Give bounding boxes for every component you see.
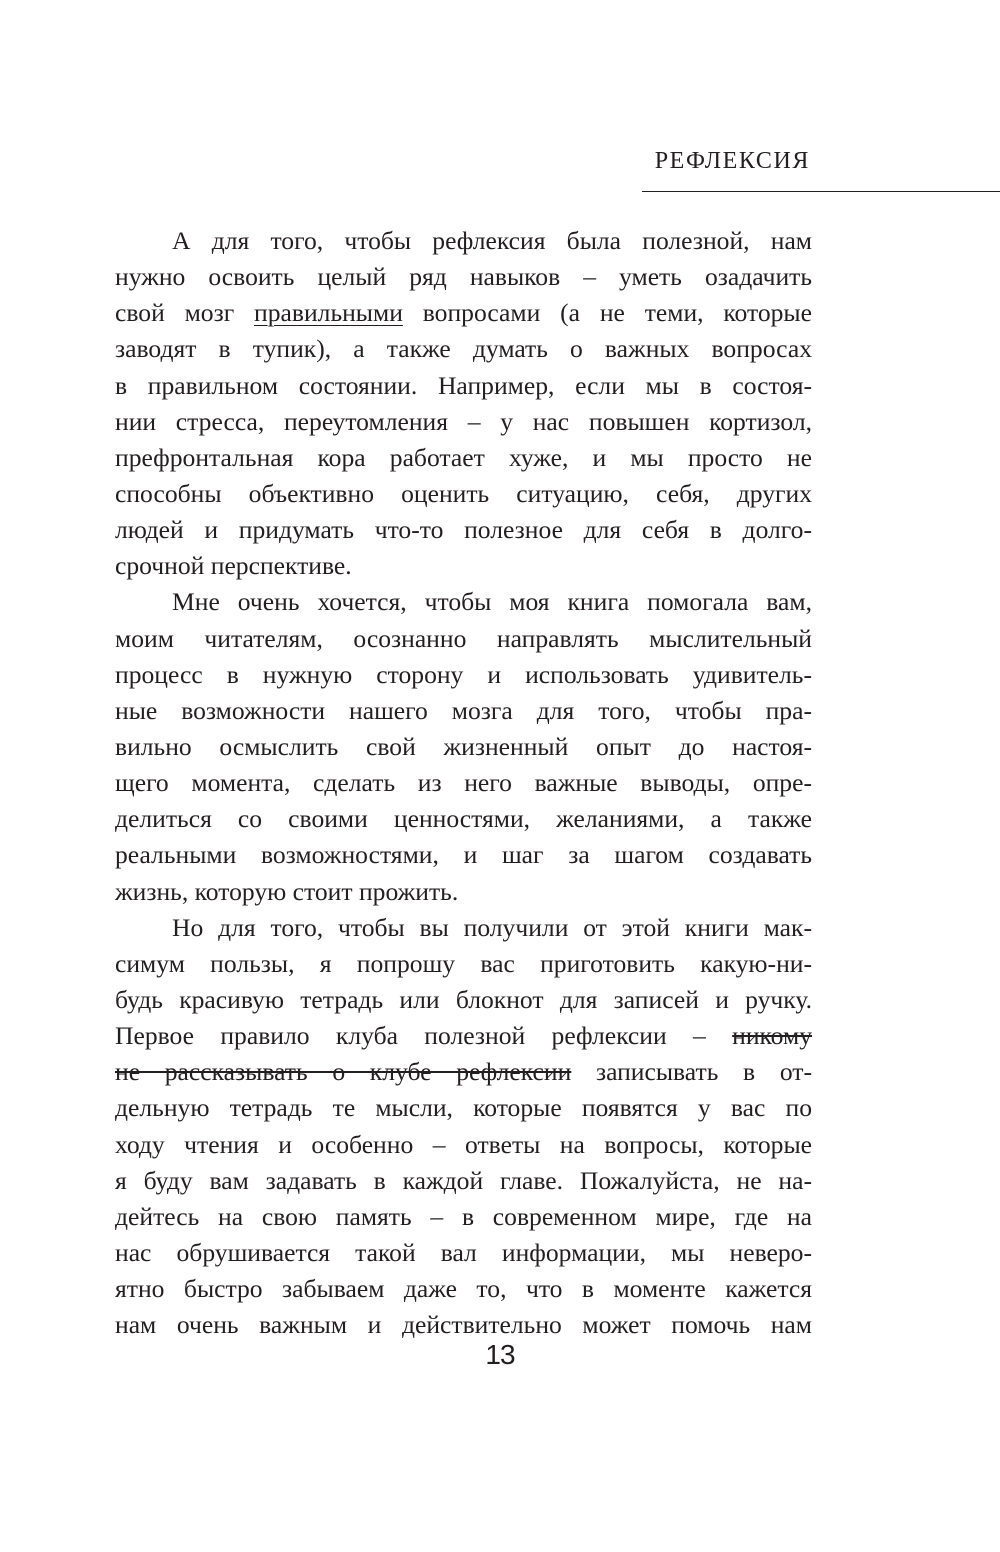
text-line: нужно освоить целый ряд навыков – уметь озадачить xyxy=(115,262,812,292)
text-line: моим читателям, осознанно направлять мыслительный xyxy=(115,623,812,653)
text-line: Мне очень хочется, чтобы моя книга помогала вам, xyxy=(172,587,812,617)
text-line: заводят в тупик), а также думать о важных вопросах xyxy=(115,334,812,364)
text-line: нии стресса, переутомления – у нас повышен кортизол, xyxy=(115,406,812,436)
running-head-title: РЕФЛЕКСИЯ xyxy=(654,148,810,174)
header-rule xyxy=(642,191,1000,192)
text-run: Первое правило клуба полезной рефлексии – xyxy=(115,1021,733,1051)
strikethrough-text: не рассказывать о клубе рефлексии xyxy=(115,1057,572,1087)
text-line: делиться со своими ценностями, желаниями, а также xyxy=(115,804,812,834)
text-run: записывать в от- xyxy=(571,1057,812,1087)
text-line: вильно осмыслить свой жизненный опыт до настоя- xyxy=(115,731,812,761)
text-line: людей и придумать что-то полезное для себя в долго- xyxy=(115,515,812,545)
text-line: щего момента, сделать из него важные выводы, опре- xyxy=(115,768,812,798)
page-number: 13 xyxy=(485,1339,515,1370)
text-line: я буду вам задавать в каждой главе. Пожалуйста, не на- xyxy=(115,1165,812,1195)
text-line xyxy=(115,295,812,331)
text-line: А для того, чтобы рефлексия была полезной, нам xyxy=(172,226,812,255)
text-line: дельную тетрадь те мысли, которые появятся у вас по xyxy=(115,1093,812,1123)
text-run: вопросами (а не теми, которые xyxy=(402,298,812,328)
underlined-word: правильными xyxy=(254,298,403,328)
text-line: процесс в нужную сторону и использовать удивитель- xyxy=(115,659,812,689)
text-line: срочной перспективе. xyxy=(115,551,352,581)
text-line: реальными возможностями, и шаг за шагом создавать xyxy=(115,840,812,870)
text-line: ятно быстро забываем даже то, что в моменте кажется xyxy=(115,1274,812,1304)
text-line: будь красивую тетрадь или блокнот для записей и ручку. xyxy=(115,984,812,1014)
text-line: в правильном состоянии. Например, если мы в состоя- xyxy=(115,370,812,400)
text-line: ходу чтения и особенно – ответы на вопросы, которые xyxy=(115,1129,812,1159)
text-run: свой мозг xyxy=(115,298,255,328)
text-line: дейтесь на свою память – в современном мире, где на xyxy=(115,1201,812,1231)
text-line: нам очень важным и действительно может помочь нам xyxy=(115,1310,812,1340)
text-line xyxy=(115,1054,812,1090)
text-line: префронтальная кора работает хуже, и мы просто не xyxy=(115,442,812,472)
text-line xyxy=(115,1018,812,1054)
text-line: способны объективно оценить ситуацию, себя, других xyxy=(115,478,812,508)
text-line: жизнь, которую стоит прожить. xyxy=(115,876,459,906)
text-line: ные возможности нашего мозга для того, чтобы пра- xyxy=(115,695,812,725)
text-line: симум пользы, я попрошу вас приготовить какую-ни- xyxy=(115,948,812,978)
text-line: Но для того, чтобы вы получили от этой книги мак- xyxy=(172,912,812,942)
strikethrough-text: никому xyxy=(732,1021,812,1051)
text-line: нас обрушивается такой вал информации, мы неверо- xyxy=(115,1237,812,1267)
body-text xyxy=(115,223,812,1343)
